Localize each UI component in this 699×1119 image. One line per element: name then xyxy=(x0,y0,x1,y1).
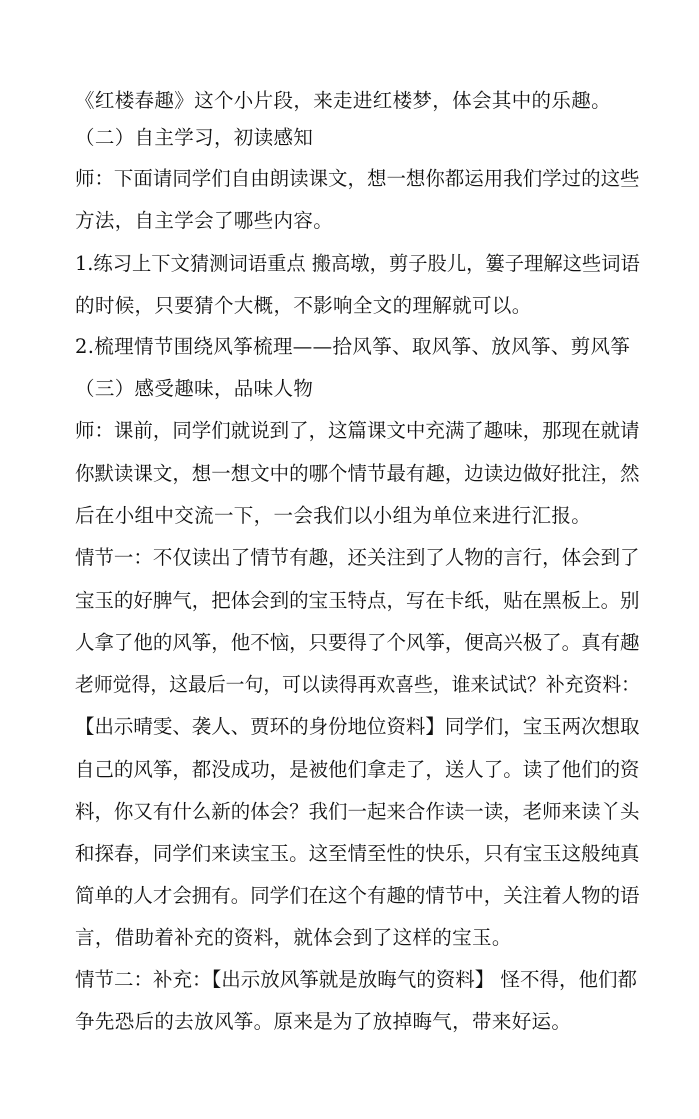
text-line: 人拿了他的风筝，他不恼，只要得了个风筝，便高兴极了。真有趣 xyxy=(75,631,640,654)
list-item: 2.梳理情节围绕风筝梳理——拾风筝、取风筝、放风筝、剪风筝 xyxy=(75,335,631,358)
text-line: 的时候，只要猜个大概，不影响全文的理解就可以。 xyxy=(75,294,532,317)
text-line: 争先恐后的去放风筝。原来是为了放掉晦气，带来好运。 xyxy=(75,1010,572,1033)
text-line: 简单的人才会拥有。同学们在这个有趣的情节中，关注着人物的语 xyxy=(75,884,640,907)
list-item: 1.练习上下文猜测词语重点 搬高墩，剪子股儿，簍子理解这些词语 xyxy=(75,252,640,275)
text-line: 后在小组中交流一下，一会我们以小组为单位来进行汇报。 xyxy=(75,504,592,527)
text-line: 方法，自主学会了哪些内容。 xyxy=(75,209,334,232)
text-line: 和探春，同学们来读宝玉。这至情至性的快乐，只有宝玉这般纯真 xyxy=(75,842,640,865)
text-line: 料，你又有什么新的体会？我们一起来合作读一读，老师来读丫头 xyxy=(75,800,640,823)
text-line: 老师觉得，这最后一句，可以读得再欢喜些，谁来试试？补充资料： xyxy=(75,673,641,696)
text-line: 你默读课文，想一想文中的哪个情节最有趣，边读边做好批注，然 xyxy=(75,462,640,485)
text-line: 言，借助着补充的资料，就体会到了这样的宝玉。 xyxy=(75,926,512,949)
text-line: 情节一：不仅读出了情节有趣，还关注到了人物的言行，体会到了 xyxy=(75,546,640,569)
text-line: 情节二：补充：【出示放风筝就是放晦气的资料】 怪不得，他们都 xyxy=(75,968,637,991)
text-line: 宝玉的好脾气，把体会到的宝玉特点，写在卡纸，贴在黑板上。别 xyxy=(75,589,640,612)
text-line: 师：课前，同学们就说到了，这篇课文中充满了趣味，那现在就请 xyxy=(75,419,640,442)
section-heading: （三）感受趣味，品味人物 xyxy=(75,377,314,400)
text-line: 自己的风筝，都没成功，是被他们拿走了，送人了。读了他们的资 xyxy=(75,758,640,781)
text-line: 师：下面请同学们自由朗读课文，想一想你都运用我们学过的这些 xyxy=(75,167,640,190)
section-heading: （二）自主学习，初读感知 xyxy=(75,126,314,149)
text-line: 《红楼春趣》这个小片段，来走进红楼梦，体会其中的乐趣。 xyxy=(75,89,611,112)
text-line: 【出示晴雯、袭人、贾环的身份地位资料】同学们，宝玉两次想取 xyxy=(75,715,640,738)
